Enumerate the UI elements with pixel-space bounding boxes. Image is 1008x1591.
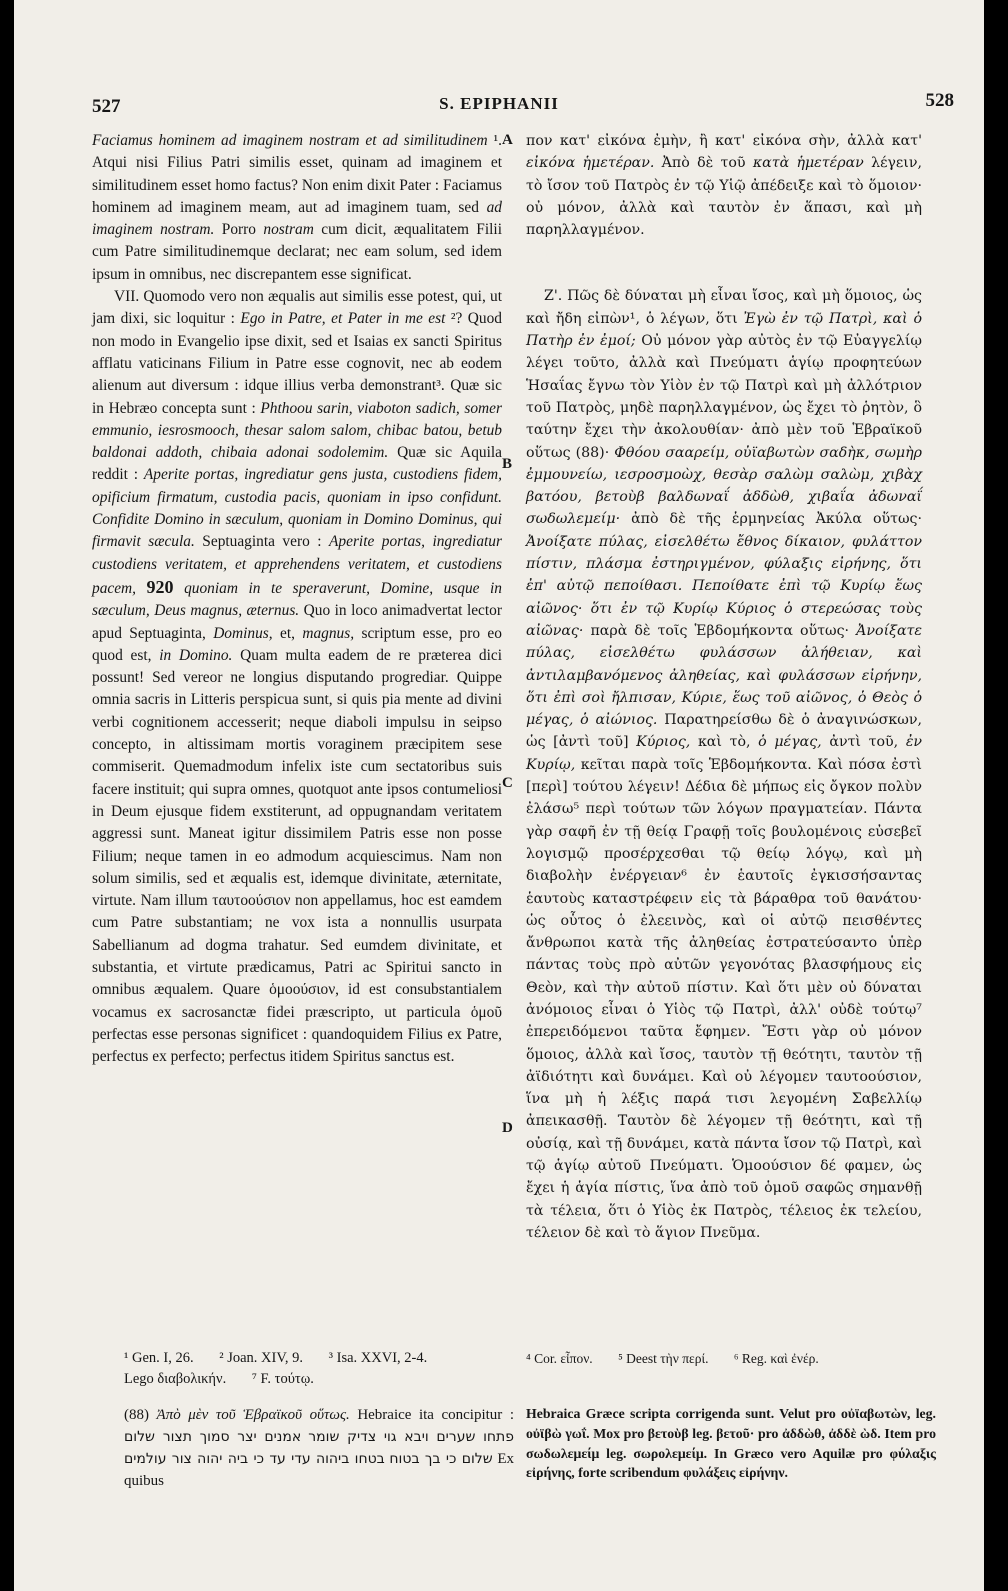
latin-text: Aperite portas, ingrediatur gens justa, custodiens fidem, opificium firmatum, custodia pacis, quoniam in ipso confidunt. Confidite Domino in sæculum, quoniam in Domino Dominus, qui firmavit sæcula. [92,466,503,551]
footnotes-left [124,1348,514,1390]
footnote: ¹ Gen. I, 26. [124,1350,194,1366]
marker-b: B [502,456,513,472]
greek-text: πον κατ' εἰκόνα ἐμὴν, ἢ κατ' εἰκόνα σὴν, ἀλλὰ κατ' [526,133,922,149]
page-header [14,88,984,118]
greek-text: Ἀνοίξατε πύλας, εἰσελθέτω ἔθνος δίκαιον, φυλάττον πίστιν, πλάσμα ἐστηριγμένον, φύλαξις εἰρήνης, ὅτι ἐπ' αὐτῷ πεποίθασι. Πεποίθατε ἐπὶ τῷ Κυρίῳ ἕως αἰῶνος· ὅτι ἐν τῷ Κυρίῳ Κύριος ὁ στερεώσας τοὺς αἰῶνας· [526,533,922,639]
greek-text: ἀντὶ τοῦ, [829,734,899,751]
latin-text: ²? Quod non modo in Evangelio ipse dixit, sed et Isaias ex sancti Spiritus afflatu vaticinans Filium in Patre esse cognovit, nec ab eodem alienum aut diversum : idque illius verba demonstrant³. Quæ sic in Hebræo concepta sunt : [92,310,503,417]
greek-column [526,130,922,1244]
column-number: 920 [146,576,174,597]
note-text: Ἀπὸ μὲν τοῦ Ἑβραϊκοῦ οὕτως. [156,1407,350,1423]
latin-text: ad imaginem nostram. [92,198,502,239]
footnote: ⁵ Deest τὴν περί. [618,1351,709,1366]
greek-text: Ἀπὸ δὲ τοῦ [661,155,746,172]
page [14,0,984,1591]
page-number-left: 527 [92,96,121,117]
latin-text: magnus, [302,624,355,642]
note-number: (88) [124,1407,149,1423]
greek-text: Ἀνοίξατε πύλας, εἰσελθέτω φυλάσσων ἀλήθειαν, καὶ ἀντιλαμβανόμενος ἀληθείας, καὶ φυλάσσων εἰρήνην, ὅτι ἐπὶ σοὶ ἤλπισαν, Κύριε, ἕως τοῦ αἰῶνος, ὁ Θεὸς ὁ μέγας, ὁ αἰώνιος. [526,622,922,729]
greek-text: λέγειν, τὸ ἴσον τοῦ Πατρὸς ἐν τῷ Υἱῷ ἀπέδειξε καὶ τὸ ὅμοιον· οὐ μόνον, ἀλλὰ καὶ ταυτὸν ἐν ἅπασι, καὶ μὴ παρηλλαγμένον. [526,155,922,239]
greek-text: κατὰ ἡμετέραν [752,155,864,172]
footnote: ⁶ Reg. καὶ ἐνέρ. [733,1351,819,1366]
latin-column [92,130,502,1068]
greek-text: Οὐ μόνον γὰρ αὐτὸς ἐν τῷ Εὐαγγελίῳ λέγει τοῦτο, ἀλλὰ καὶ Πνεύματι ἁγίῳ προφητεύων Ἡσαΐας ἔγνω τὸν Υἱὸν ἐν τῷ Πατρὶ καὶ μὴ ἀλλότριον τοῦ Πατρὸς, μηδὲ παρηλλαγμένον, ὡς ἔχει τὸ ῥητὸν, ὃ ταύτην ἔχει τὴν ἀκολουθίαν· ἀπὸ μὲν τοῦ Ἑβραϊκοῦ οὕτως (88)· [526,333,923,461]
footnote: ² Joan. XIV, 9. [219,1350,304,1366]
greek-text: ἀπὸ δὲ τῆς ἑρμηνείας Ἀκύλα οὕτως· [631,511,922,528]
marker-c: C [502,775,513,791]
greek-text: ἐν Κυρίῳ, [526,734,923,773]
greek-paragraph-2 [526,285,922,1244]
hebrew-text: אמנים יצר סמוך תצור שלום שלום כי בך בטוח [124,1429,493,1467]
editor-note-right: Hebraica Græce scripta corrigenda sunt. Velut pro οὐϊαβωτὼν, leg. οὐϊβὼ γωΐ. Mox pro βετοὺβ leg. βετοῦ· pro ἀδδὼθ, ἀδδὲ ὼδ. Item pro σωδωλεμείμ leg. σωρολεμείμ. In Græco vero Aquilæ pro φύλαξις εἰρήνης, forte scribendum φυλάξεις εἰρήνην. [526,1406,936,1481]
greek-text: Φθόου σααρείμ, οὐϊαβωτὼν σαδὴκ, σωμὴρ ἐμμουνείω, ιεσροσμοὼχ, θεσὰρ σαλὼμ σαλὼμ, χιβὰχ βατόου, βετοὺβ βαλδωναΐ ἀδδὼθ, χιβαΐα ἀδωναΐ σωδωλεμείμ· [526,444,922,528]
latin-text: cum dicit, æqualitatem Filii cum Patre similitudinemque declarat; nec eam solum, sed idem ipsum in omnibus, nec discrepantem esse significat. [92,221,502,283]
latin-paragraph-2 [92,286,502,1068]
latin-text: ¹. Atqui nisi Filius Patri similis esset, quinam ad imaginem et similitudinem esset homo factus? Non enim dixit Pater : Faciamus hominem ad imaginem meam, aut ad imaginem tuam, sed [92,132,502,216]
greek-text: ὁ μέγας, [758,734,822,751]
hebrew-text: בטחו ביהוה עדי עד כי ביה יהוה צור עולמים [124,1451,385,1467]
footnote: ³ Isa. XXVI, 2-4. [328,1350,428,1366]
note-text: Ex quibus [124,1451,514,1489]
latin-text: Ego in Patre, et Pater in me est [240,310,446,328]
greek-text: Ζ'. Πῶς δὲ δύναται μὴ εἶναι ἴσος, καὶ μὴ ὅμοιος, ὡς καὶ ἤδη εἰπὼν¹, ὁ λέγων, ὅτι [526,288,922,327]
latin-text: Quo in loco animadvertat lector apud Septuaginta, [92,602,502,642]
latin-text: Aperite portas, ingrediatur custodiens veritatem, et apprehendens veritatem, et custodiens pacem, [92,533,502,597]
running-head: S. EPIPHANII [439,94,559,113]
latin-text: Dominus, [213,624,273,642]
footnotes-right [526,1348,936,1369]
note-text: Hebraice ita concipitur : [357,1407,514,1423]
hebrew-text: פתחו שערים ויבא גוי צדיק שומר [308,1429,515,1445]
latin-text: Phthoou sarin, viaboton sadich, somer emmunio, iesrosmooch, thesar salom salom, chibac batou, betub baldonai addoth, chibaia adonai sodolemim. [92,399,502,462]
page-number-right: 528 [925,90,954,111]
greek-text: καὶ τὸ, [697,734,751,751]
latin-text: et, [280,624,295,642]
greek-text: Παρατηρείσθω δὲ ὁ ἀναγινώσκων, ὡς [ἀντὶ τοῦ] [526,712,923,751]
greek-text: παρὰ δὲ τοῖς Ἑβδομήκοντα οὕτως· [590,622,850,639]
latin-paragraph-1 [92,130,502,286]
greek-text: Ἐγὼ ἐν τῷ Πατρὶ, καὶ ὁ Πατὴρ ἐν ἐμοί; [526,310,923,350]
latin-text: in Domino. [159,646,233,664]
latin-text: Porro [221,221,256,239]
latin-text: Quæ sic Aquila reddit : [92,444,502,484]
marker-a: A [502,132,513,148]
latin-text: scriptum esse, pro eo quod est, [92,624,502,664]
marker-d: D [502,1120,513,1136]
footnote: ⁴ Cor. εἶπον. [526,1351,593,1366]
latin-text: Faciamus hominem ad imaginem nostram et ad similitudinem [92,132,488,149]
latin-text: nostram [263,221,314,239]
greek-text: Κύριος, [636,734,691,751]
greek-text: κεῖται παρὰ τοῖς Ἑβδομήκοντα. Καὶ πόσα ἐστὶ [περὶ] τούτου λέγειν! Δέδια δὲ μήπως εἰς ὄγκον πολὺν ἐλάσω⁵ περὶ τούτων τῶν λόγων πραγματείαν. Πάντα γὰρ σαφῆ ἐν τῇ θείᾳ Γραφῇ τοῖς βουλομένοις εὐσεβεῖ λογισμῷ προσέρχεσθαι τῷ θείῳ λόγῳ, καὶ μὴ διαβολὴν ἐνέργειαν⁶ ἐν ἑαυτοῖς ἐγκισσήσαντας ἑαυτοὺς καταστρέφειν εἰς τὰ βάραθρα τοῦ θανάτου· ὡς οὗτος ὁ ἐλεεινὸς, καὶ οἱ αὐτῷ πεισθέντες ἄνθρωποι κατὰ τῆς ἀληθείας ἐστρατεύσαντο ὑπὲρ πάντας τοὺς πρὸ αὐτῶν γεγονότας βλασφήμους εἰς Θεὸν, καὶ τὴν αὐτοῦ πίστιν. Καὶ ὅτι μὲν οὐ δύναται ἀνόμοιος εἶναι ὁ Υἱὸς τῷ Πατρὶ, ἀλλ' οὐδὲ τούτῳ⁷ ἐπερειδόμενοι ταῦτα ἔφημεν. Ἔστι γὰρ οὐ μόνον ὅμοιος, ἀλλὰ καὶ ἴσος, ταυτὸν τῇ θεότητι, ταυτὸν τῇ ἀϊδιότητι καὶ δυνάμει. Καὶ οὐ λέγομεν ταυτοούσιον, ἵνα μὴ ἡ λέξις παρά τισι λεγομένη Σαβελλίῳ ἀπεικασθῇ. Ταυτὸν δὲ λέγομεν τῇ θεότητι, καὶ τῇ οὐσίᾳ, καὶ τῇ δυνάμει, κατὰ πάντα ἴσον τῷ Πατρὶ, καὶ τῷ ἁγίῳ αὐτοῦ Πνεύματι. Ὁμοούσιον δέ φαμεν, ὡς ἔχει ἡ ἁγία πίστις, ἵνα ἀπὸ τοῦ ὁμοῦ σαφῶς σημανθῇ τὰ τέλεια, ὅτι ὁ Υἱὸς ἐκ Πατρὸς, τέλειος ἐκ τελείου, τέλειον δὲ καὶ τὸ ἅγιον Πνεῦμα. [526,756,922,1241]
editor-note-left [124,1404,514,1492]
latin-text: VII. Quomodo vero non æqualis aut similis esse potest, qui, ut jam dixi, sic loquitur : [92,288,502,328]
footnote: Lego διαβολικήν. [124,1371,227,1387]
latin-text: Quam multa eadem de re præterea dici possunt! Sed vereor ne longius disputando progrediar. Quippe omnia sacris in Litteris perspicua sunt, si quis pia mente ad divini verbi cognitionem accesserit; neque diaboli impulsu in seipso concepto, in altissimam mortis voraginem præcipitem sese commiserit. Quemadmodum infelix iste cum sectatoribus suis facere instituit; qui supra omnes, quotquot ante ipsos contumeliosi in Deum ejusque fidem exstiterunt, ad oppugnandam veritatem aggressi sunt. Maneat igitur dissimilem Patris esse non posse Filium; neque tamen in eo admodum acquiescimus. Nam non solum similis, sed et æqualis est, idemque divinitate, æternitate, virtute. Nam illum ταυτοούσιον non appellamus, hoc est eamdem cum Patre substantiam; ne vox ista a nonnullis usurpata Sabellianum ad dogma trahatur. Sed eumdem divinitate, et substantia, et virtute prædicamus, Patri ac Spiritui sancto in omnibus æqualem. Quare ὁμοούσιον, id est consubstantialem vocamus ex sacrosanctæ fidei præscripto, ut particula ὁμοῦ perfectas esse personas significet : quandoquidem Filius ex Patre, perfectus ex perfecto; perfectus itidem Spiritus sanctus est. [92,646,502,1066]
latin-text: quoniam in te speraverunt, Domine, usque in sæculum, Deus magnus, æternus. [92,579,502,620]
footnote: ⁷ F. τούτῳ. [251,1371,314,1387]
greek-text: εἰκόνα ἡμετέραν. [526,155,655,172]
greek-paragraph-1 [526,130,922,241]
latin-text: Septuaginta vero : [202,533,322,551]
